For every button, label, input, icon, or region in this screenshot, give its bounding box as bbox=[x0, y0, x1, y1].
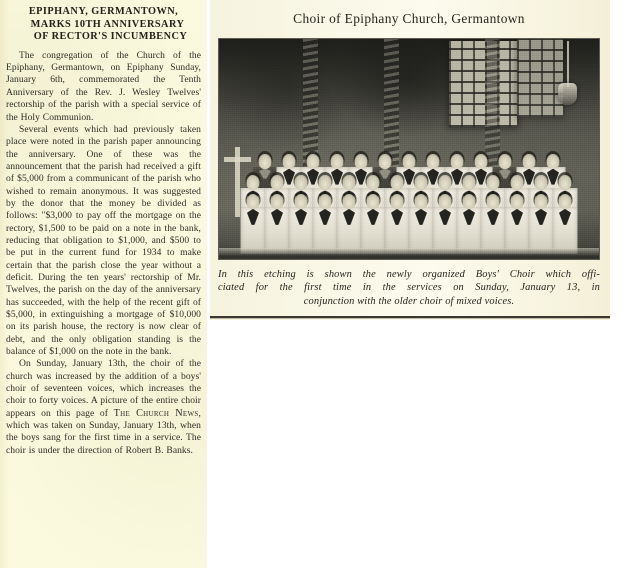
paragraph-final-part2: , which was taken on Sunday, January 13th, when the boys sang for the first time in a service. The choir is under the direction of Robert B. Banks. bbox=[6, 407, 201, 456]
choir-member-head bbox=[271, 194, 284, 209]
article-body bbox=[6, 50, 201, 457]
headline-line-3: OF RECTOR'S INCUMBENCY bbox=[33, 31, 188, 43]
choir-member-head bbox=[379, 154, 392, 169]
stained-glass-window-secondary bbox=[517, 39, 563, 117]
choir-member-head bbox=[511, 175, 524, 190]
choir-member bbox=[240, 192, 266, 254]
choir-member-head bbox=[547, 154, 560, 169]
choir-member-head bbox=[283, 154, 296, 169]
photo-caption bbox=[218, 268, 600, 308]
choir-member-head bbox=[427, 154, 440, 169]
choir-member-head bbox=[439, 175, 452, 190]
caption-line-1: In this etching is shown the newly organized Boys' Choir which offi- bbox=[218, 269, 600, 280]
choir-member-head bbox=[355, 154, 368, 169]
choir-member-head bbox=[271, 175, 284, 190]
choir-member-head bbox=[523, 154, 536, 169]
choir-member-head bbox=[343, 194, 356, 209]
choir-member-head bbox=[415, 194, 428, 209]
choir-member-head bbox=[319, 175, 332, 190]
caption-line-2: ciated for the first time in the services on Sunday, January 13, in bbox=[218, 282, 600, 294]
choir-member-head bbox=[511, 194, 524, 209]
choir-member-head bbox=[535, 175, 548, 190]
choir-member bbox=[264, 192, 290, 254]
choir-member-head bbox=[487, 175, 500, 190]
choir-member-head bbox=[259, 154, 272, 169]
choir-member-head bbox=[367, 175, 380, 190]
section-divider-rule-shadow bbox=[210, 318, 610, 319]
paragraph-final bbox=[6, 358, 201, 457]
choir-member bbox=[456, 192, 482, 254]
publication-name-smallcaps: The Church News bbox=[113, 407, 199, 419]
hanging-lamp-chain-icon bbox=[567, 41, 569, 87]
choir-member bbox=[528, 192, 554, 254]
paragraph: Several events which had previously taken place were noted in the parish paper announcing the anniversary. One of these was the announcement that the parish had received a gift of $5,000 from a communicant of the parish who wished to remain anonymous. It was suggested by the donor that the money be divided as follows: "$3,000 to pay off the mortgage on the rectory, $1,500 to be paid on a note in the bank, reducing that obligation to $1,000, and $500 to be put in the current fund for 1934 to make certain that the parish close the year without a deficit. During the ten years' rectorship of Mr. Twelves, the parish on the day of the anniversary has succeeded, with the help of the recent gift of $5,000, in extinguishing a mortgage of $10,000 on its parish house, the rectory is now clear of debt, and the only obligation standing is the balance of $1,000 on the note in the bank. bbox=[6, 123, 201, 358]
choir-member-head bbox=[475, 154, 488, 169]
choir-member-head bbox=[559, 175, 572, 190]
choir-member bbox=[432, 192, 458, 254]
choir-member-head bbox=[331, 154, 344, 169]
stained-glass-window bbox=[449, 41, 517, 127]
choir-member-head bbox=[247, 194, 260, 209]
choir-member-head bbox=[307, 154, 320, 169]
choir-member-head bbox=[439, 194, 452, 209]
choir-member-head bbox=[415, 175, 428, 190]
choir-member-head bbox=[247, 175, 260, 190]
choir-member-head bbox=[391, 175, 404, 190]
article-headline bbox=[6, 6, 201, 44]
choir-member-head bbox=[367, 194, 380, 209]
choir-member bbox=[360, 192, 386, 254]
photo-plate-title: Choir of Epiphany Church, Germantown bbox=[293, 11, 525, 26]
photo-plate-column bbox=[207, 0, 625, 568]
choir-member-head bbox=[319, 194, 332, 209]
hanging-lamp-icon bbox=[558, 83, 577, 105]
choir-member-head bbox=[343, 175, 356, 190]
paragraph: The congregation of the Church of the Epiphany, Germantown, on Epiphany Sunday, January 6th, commemorated the Tenth Anniversary of the Rev. J. Wesley Twelves' rectorship of the parish with a special service of the Holy Communion. bbox=[6, 49, 201, 123]
choir-member bbox=[312, 192, 338, 254]
choir-group bbox=[219, 131, 599, 259]
paragraph-final-part1: On Sunday, January 13th, the choir of the church was increased by the addition of a boys' choir of seventeen voices, which increases the choir to forty voices. A picture of the entire choir appears on this page of bbox=[6, 358, 201, 419]
choir-photograph bbox=[218, 38, 600, 260]
choir-member-head bbox=[295, 194, 308, 209]
choir-member bbox=[504, 192, 530, 254]
choir-member bbox=[336, 192, 362, 254]
choir-member bbox=[552, 192, 578, 254]
choir-member-head bbox=[391, 194, 404, 209]
choir-member-head bbox=[403, 154, 416, 169]
choir-member bbox=[480, 192, 506, 254]
choir-member-head bbox=[451, 154, 464, 169]
choir-member-head bbox=[535, 194, 548, 209]
caption-line-3: conjunction with the older choir of mixed voices. bbox=[303, 295, 515, 307]
chancel-rail bbox=[219, 248, 599, 257]
choir-member-head bbox=[463, 175, 476, 190]
choir-member bbox=[408, 192, 434, 254]
article-column bbox=[0, 0, 207, 568]
choir-member-head bbox=[487, 194, 500, 209]
headline-line-2: MARKS 10TH ANNIVERSARY bbox=[30, 18, 185, 30]
choir-member-head bbox=[559, 194, 572, 209]
choir-member-head bbox=[463, 194, 476, 209]
choir-member-head bbox=[499, 154, 512, 169]
choir-row-front bbox=[219, 192, 599, 254]
choir-member-head bbox=[295, 175, 308, 190]
headline-line-1: EPIPHANY, GERMANTOWN, bbox=[28, 6, 179, 17]
choir-member bbox=[384, 192, 410, 254]
choir-member bbox=[288, 192, 314, 254]
